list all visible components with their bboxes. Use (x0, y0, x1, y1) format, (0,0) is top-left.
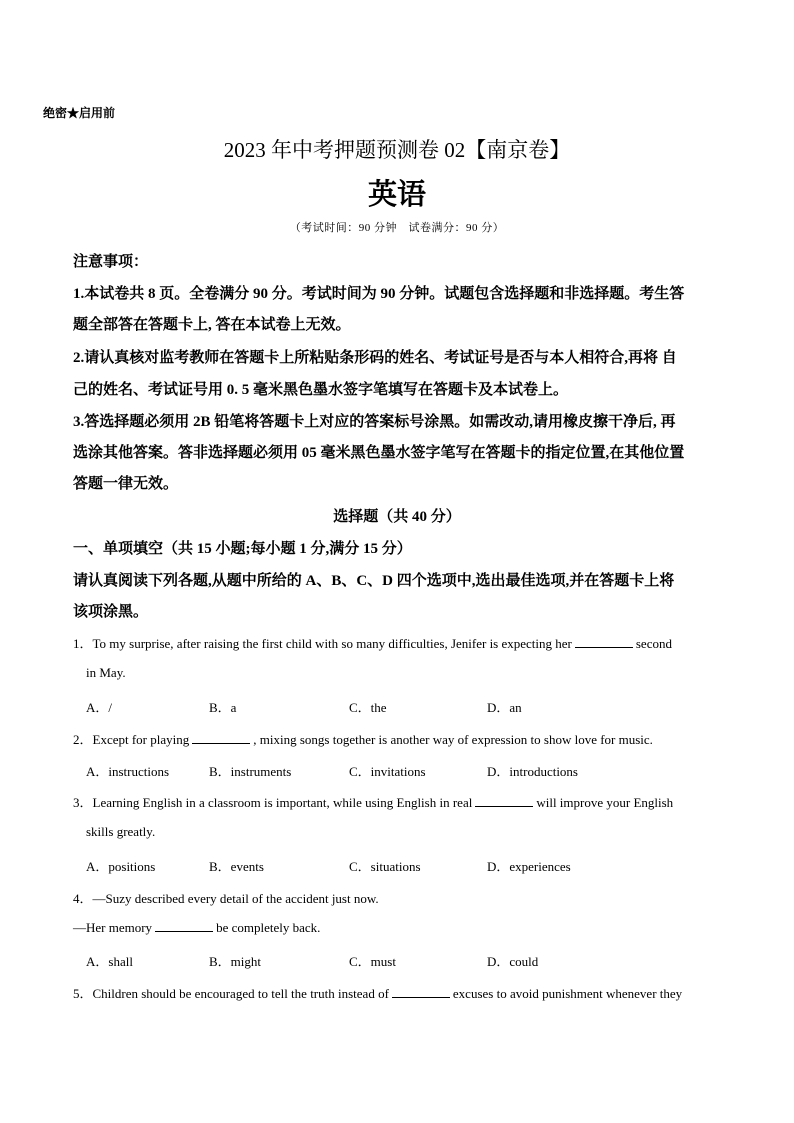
exam-title: 2023 年中考押题预测卷 02【南京卷】 (223, 138, 571, 162)
question-4-reply (73, 920, 320, 936)
notes-heading: 注意事项： (73, 254, 149, 270)
question-4: 4．—Suzy described every detail of the accident just now. (73, 891, 379, 906)
option-b: B．a (209, 700, 237, 715)
note-line: 题全部答在答题卡上, 答在本试卷上无效。 (73, 317, 351, 333)
question-continuation: skills greatly. (86, 824, 156, 839)
question-text: 1．To my surprise, after raising the first child with so many difficulties, Jenifer is expecting her (73, 636, 572, 651)
instruction-line: 该项涂黑。 (73, 604, 149, 620)
answer-blank (192, 732, 250, 744)
option-b: B．might (209, 954, 262, 969)
note-line: 己的姓名、考试证号用 0. 5 毫米黑色墨水签字笔填写在答题卡及本试卷上。 (73, 382, 569, 398)
option-d: D．could (487, 954, 539, 969)
question-2 (73, 729, 653, 748)
option-d: D．experiences (487, 859, 571, 874)
option-b: B．instruments (209, 764, 292, 779)
note-line: 2.请认真核对监考教师在答题卡上所粘贴条形码的姓名、考试证号是否与本人相符合,再将 自 (73, 350, 677, 366)
question-text: second (635, 636, 672, 651)
question-text: be completely back. (216, 920, 321, 935)
option-d: D．introductions (487, 764, 578, 779)
answer-blank (475, 795, 533, 807)
note-line: 答题一律无效。 (73, 476, 179, 492)
question-text: , mixing songs together is another way of expression to show love for music. (253, 732, 653, 747)
section-title: 选择题（共 40 分） (333, 509, 461, 525)
note-line: 选涂其他答案。答非选择题必须用 05 毫米黑色墨水签字笔写在答题卡的指定位置,在其他位置 (73, 445, 685, 461)
option-a: A．/ (86, 700, 113, 715)
question-text: 3．Learning English in a classroom is important, while using English in real (73, 795, 473, 810)
answer-blank (575, 636, 633, 648)
note-line: 3.答选择题必须用 2B 铅笔将答题卡上对应的答案标号涂黑。如需改动,请用橡皮擦干净后, 再 (73, 414, 676, 430)
option-a: A．instructions (86, 764, 170, 779)
question-text: 5．Children should be encouraged to tell the truth instead of (73, 986, 389, 1001)
question-5 (73, 983, 682, 1002)
question-text: excuses to avoid punishment whenever they (452, 986, 683, 1001)
question-text: —Her memory (73, 920, 153, 935)
question-text: will improve your English (536, 795, 674, 810)
question-continuation: in May. (86, 665, 126, 680)
option-c: C．invitations (349, 764, 426, 779)
instruction-line: 请认真阅读下列各题,从题中所给的 A、B、C、D 四个选项中,选出最佳选项,并在答题卡上将 (73, 573, 675, 589)
question-3 (73, 792, 673, 811)
answer-blank (155, 920, 213, 932)
part-title: 一、单项填空（共 15 小题;每小题 1 分,满分 15 分） (73, 541, 412, 557)
subject-title: 英语 (367, 177, 426, 211)
question-text: 2．Except for playing (73, 732, 190, 747)
exam-time-info: （考试时间：90 分钟 试卷满分：90 分） (289, 222, 505, 234)
confidential-label: 绝密★启用前 (43, 106, 116, 120)
question-1 (73, 633, 672, 652)
note-line: 1.本试卷共 8 页。全卷满分 90 分。考试时间为 90 分钟。试题包含选择题和非选择题。考生答 (73, 286, 685, 302)
option-a: A．shall (86, 954, 133, 969)
option-b: B．events (209, 859, 264, 874)
option-c: C．situations (349, 859, 421, 874)
option-c: C．must (349, 954, 396, 969)
answer-blank (392, 986, 450, 998)
option-a: A．positions (86, 859, 156, 874)
option-c: C．the (349, 700, 387, 715)
option-d: D．an (487, 700, 522, 715)
